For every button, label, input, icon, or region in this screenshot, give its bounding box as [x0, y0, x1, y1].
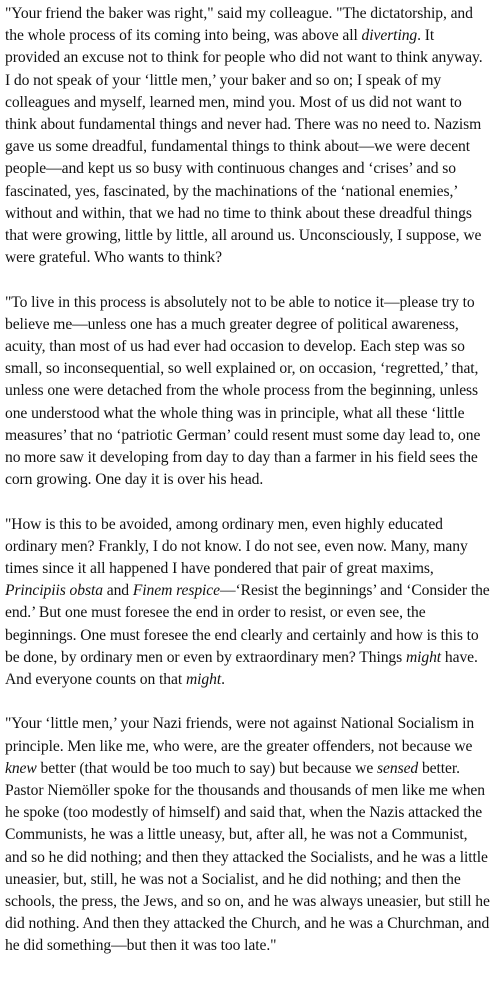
italic-text-run: diverting	[361, 27, 418, 45]
text-run: have. And everyone counts on that	[5, 648, 478, 689]
text-run: .	[221, 671, 225, 689]
paragraph-baker	[5, 3, 490, 269]
text-run: "Your ‘little men,’ your Nazi friends, were not against National Socialism in principle. Men like me, who were, are the greater offenders, not because we	[5, 715, 475, 755]
paragraph-process	[5, 292, 490, 492]
text-run: and	[102, 582, 133, 600]
text-run: better (that would be too much to say) but because we	[36, 759, 378, 777]
text-run: "To live in this process is absolutely not to be able to notice it—please try to believe me—unless one has a much greater degree of political awareness, acuity, than most of us had ever had occasion to develop. Each step was so small, so inconsequential, so well explained or, on occasion, ‘regretted,’ that, unless one were detached from the whole process from the beginning, unless one understood what the whole thing was in principle, what all these ‘little measures’ that no ‘patriotic German’ could resent must some day lead to, one no more saw it developing from day to day than a farmer in his field sees the corn growing. One day it is over his head.	[5, 293, 481, 489]
italic-text-run: sensed	[377, 759, 419, 777]
italic-text-run: might	[185, 671, 222, 689]
italic-text-run: Finem respice	[132, 582, 220, 600]
paragraph-maxims	[5, 514, 490, 692]
text-run: —‘Resist the beginnings’ and ‘Consider the end.’ But one must foresee the end in order to resist, or even see, the beginnings. One must foresee the end clearly and certainly and how is this to be done, by ordinary men or even by extraordinary men? Things	[5, 582, 490, 666]
text-run: . It provided an excuse not to think for people who did not want to think anyway. I do not speak of your ‘little men,’ your baker and so on; I speak of my colleagues and myself, learned men, mind you. Most of us did not want to think about fundamental things and never had. There was no need to. Nazism gave us some dreadful, fundamental things to think about—we were decent people—and kept us so busy with continuous changes and ‘crises’ and so fascinated, yes, fascinated, by the machinations of the ‘national enemies,’ without and within, that we had no time to think about these dreadful things that were growing, little by little, all around us. Unconsciously, I suppose, we were grateful. Who wants to think?	[5, 27, 483, 267]
text-run: "Your friend the baker was right," said my colleague. "The dictatorship, and the whole process of its coming into being, was above all	[5, 5, 473, 45]
paragraph-niemoller	[5, 713, 490, 957]
italic-text-run: knew	[5, 759, 37, 777]
italic-text-run: Principiis obsta	[5, 582, 103, 600]
italic-text-run: might	[405, 648, 442, 666]
text-run: "How is this to be avoided, among ordinary men, even highly educated ordinary men? Frankly, I do not know. I do not see, even now. Many, many times since it all happened I have pondered that pair of great maxims,	[5, 515, 468, 578]
text-run: better. Pastor Niemöller spoke for the thousands and thousands of men like me when he spoke (too modestly of himself) and said that, when the Nazis attacked the Communists, he was a little uneasy, but, after all, he was not a Communist, and so he did nothing; and then they attacked the Socialists, and he was a little uneasier, but, still, he was not a Socialist, and he did nothing; and then the schools, the press, the Jews, and so on, and he was always uneasier, but still he did nothing. And then they attacked the Church, and he was a Churchman, and he did something—but then it was too late."	[5, 759, 490, 955]
